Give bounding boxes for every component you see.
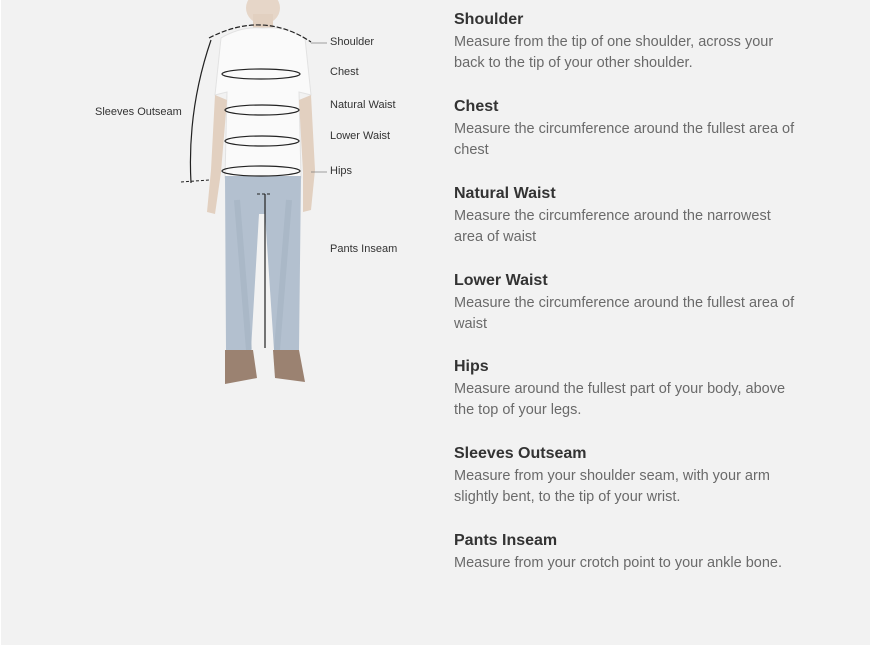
- measurement-title: Pants Inseam: [454, 532, 558, 549]
- natural-waist-label: Natural Waist: [330, 99, 396, 111]
- measurement-title: Hips: [454, 358, 489, 375]
- measurement-title: Sleeves Outseam: [454, 445, 587, 462]
- measurement-title: Chest: [454, 98, 499, 115]
- measurement-description: Measure from your shoulder seam, with your arm slightly bent, to the tip of your wrist.: [454, 468, 770, 505]
- shoulder-label: Shoulder: [330, 36, 375, 48]
- measurement-description: Measure the circumference around the narrowest area of waist: [454, 208, 771, 245]
- body-measurement-figure: [81, 0, 421, 400]
- measurement-item-shoulder: [454, 10, 799, 74]
- measurement-description: Measure from your crotch point to your ankle bone.: [454, 555, 783, 571]
- measurement-title: Natural Waist: [454, 185, 556, 202]
- measurement-item-hips: [454, 357, 799, 421]
- model-illustration: [81, 0, 421, 400]
- sleeves-outseam-label: Sleeves Outseam: [95, 106, 182, 118]
- measurement-description: Measure around the fullest part of your body, above the top of your legs.: [454, 381, 786, 418]
- pants-inseam-label: Pants Inseam: [330, 243, 398, 255]
- measurement-title: Lower Waist: [454, 272, 548, 289]
- chest-label: Chest: [330, 66, 359, 78]
- measurement-description: Measure the circumference around the fullest area of chest: [454, 121, 795, 158]
- measurement-item-lower-waist: [454, 271, 799, 335]
- measurement-title: Shoulder: [454, 11, 524, 28]
- hips-label: Hips: [330, 165, 353, 177]
- measurement-item-pants-inseam: [454, 531, 799, 574]
- measurement-item-chest: [454, 97, 799, 161]
- lower-waist-label: Lower Waist: [330, 130, 391, 142]
- size-guide-panel: [1, 0, 870, 645]
- measurement-item-natural-waist: [454, 184, 799, 248]
- measurement-item-sleeves-outseam: [454, 444, 799, 508]
- measurement-description: Measure the circumference around the fullest area of waist: [454, 295, 795, 332]
- measurement-description: Measure from the tip of one shoulder, across your back to the tip of your other shoulder.: [454, 34, 774, 71]
